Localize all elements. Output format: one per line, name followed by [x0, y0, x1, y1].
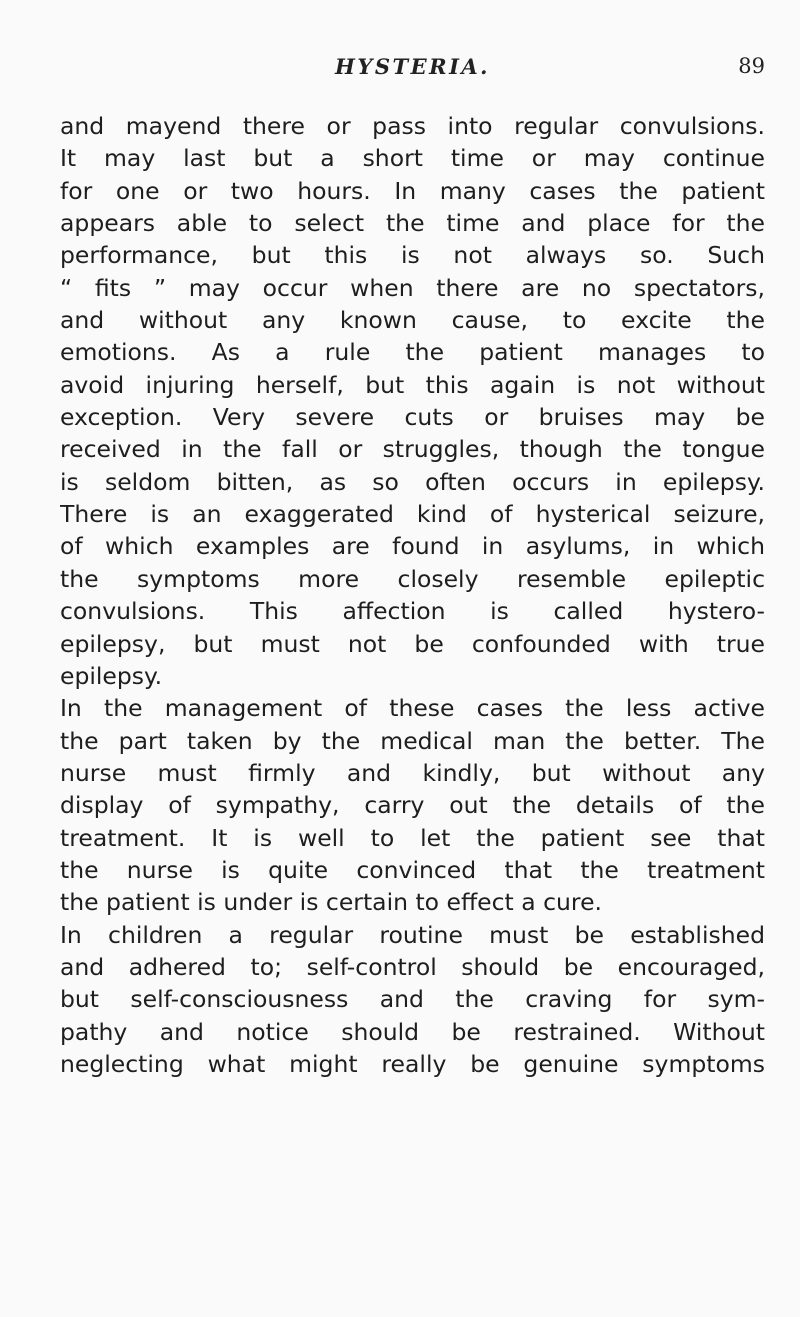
text-line: the part taken by the medical man the better. The — [60, 726, 765, 755]
text-line: pathy and notice should be restrained. Without — [60, 1017, 765, 1046]
text-line: performance, but this is not always so. Such — [60, 241, 765, 270]
text-line: treatment. It is well to let the patient see that — [60, 823, 765, 852]
text-line: In the management of these cases the less active — [60, 694, 765, 723]
text-line: but self-consciousness and the craving for sym- — [60, 985, 765, 1014]
text-line: convulsions. This affection is called hystero- — [60, 597, 765, 626]
text-line: exception. Very severe cuts or bruises may be — [60, 403, 765, 432]
text-line: of which examples are found in asylums, in which — [60, 532, 765, 561]
text-line: is seldom bitten, as so often occurs in epilepsy. — [60, 467, 765, 496]
text-line: the nurse is quite convinced that the treatment — [60, 855, 765, 884]
text-line: received in the fall or struggles, though the tongue — [60, 435, 765, 464]
text-line: In children a regular routine must be established — [60, 920, 765, 949]
text-line: for one or two hours. In many cases the patient — [60, 176, 765, 205]
text-line: neglecting what might really be genuine symptoms — [60, 1049, 765, 1078]
text-line: display of sympathy, carry out the details of the — [60, 791, 765, 820]
text-line: the patient is under is certain to effect a cure. — [60, 888, 602, 917]
text-line: “ fits ” may occur when there are no spectators, — [60, 273, 765, 302]
text-line: nurse must firmly and kindly, but without any — [60, 758, 765, 787]
text-line: avoid injuring herself, but this again is not without — [60, 370, 765, 399]
text-line: epilepsy, but must not be confounded with true — [60, 629, 765, 658]
body-text — [60, 110, 765, 1080]
text-line: There is an exaggerated kind of hysterical seizure, — [60, 500, 765, 529]
page-number: 89 — [738, 54, 765, 78]
text-line: and without any known cause, to excite the — [60, 306, 765, 335]
text-line: and mayend there or pass into regular convulsions. — [60, 112, 765, 140]
text-line: appears able to select the time and place for the — [60, 209, 765, 238]
text-line: epilepsy. — [60, 661, 163, 690]
text-line: It may last but a short time or may continue — [60, 144, 765, 173]
chapter-title: HYSTERIA. — [334, 54, 490, 79]
text-line: emotions. As a rule the patient manages to — [60, 338, 765, 367]
running-head — [60, 54, 765, 94]
text-line: and adhered to; self-control should be encouraged, — [60, 952, 765, 981]
text-line: the symptoms more closely resemble epileptic — [60, 564, 765, 593]
